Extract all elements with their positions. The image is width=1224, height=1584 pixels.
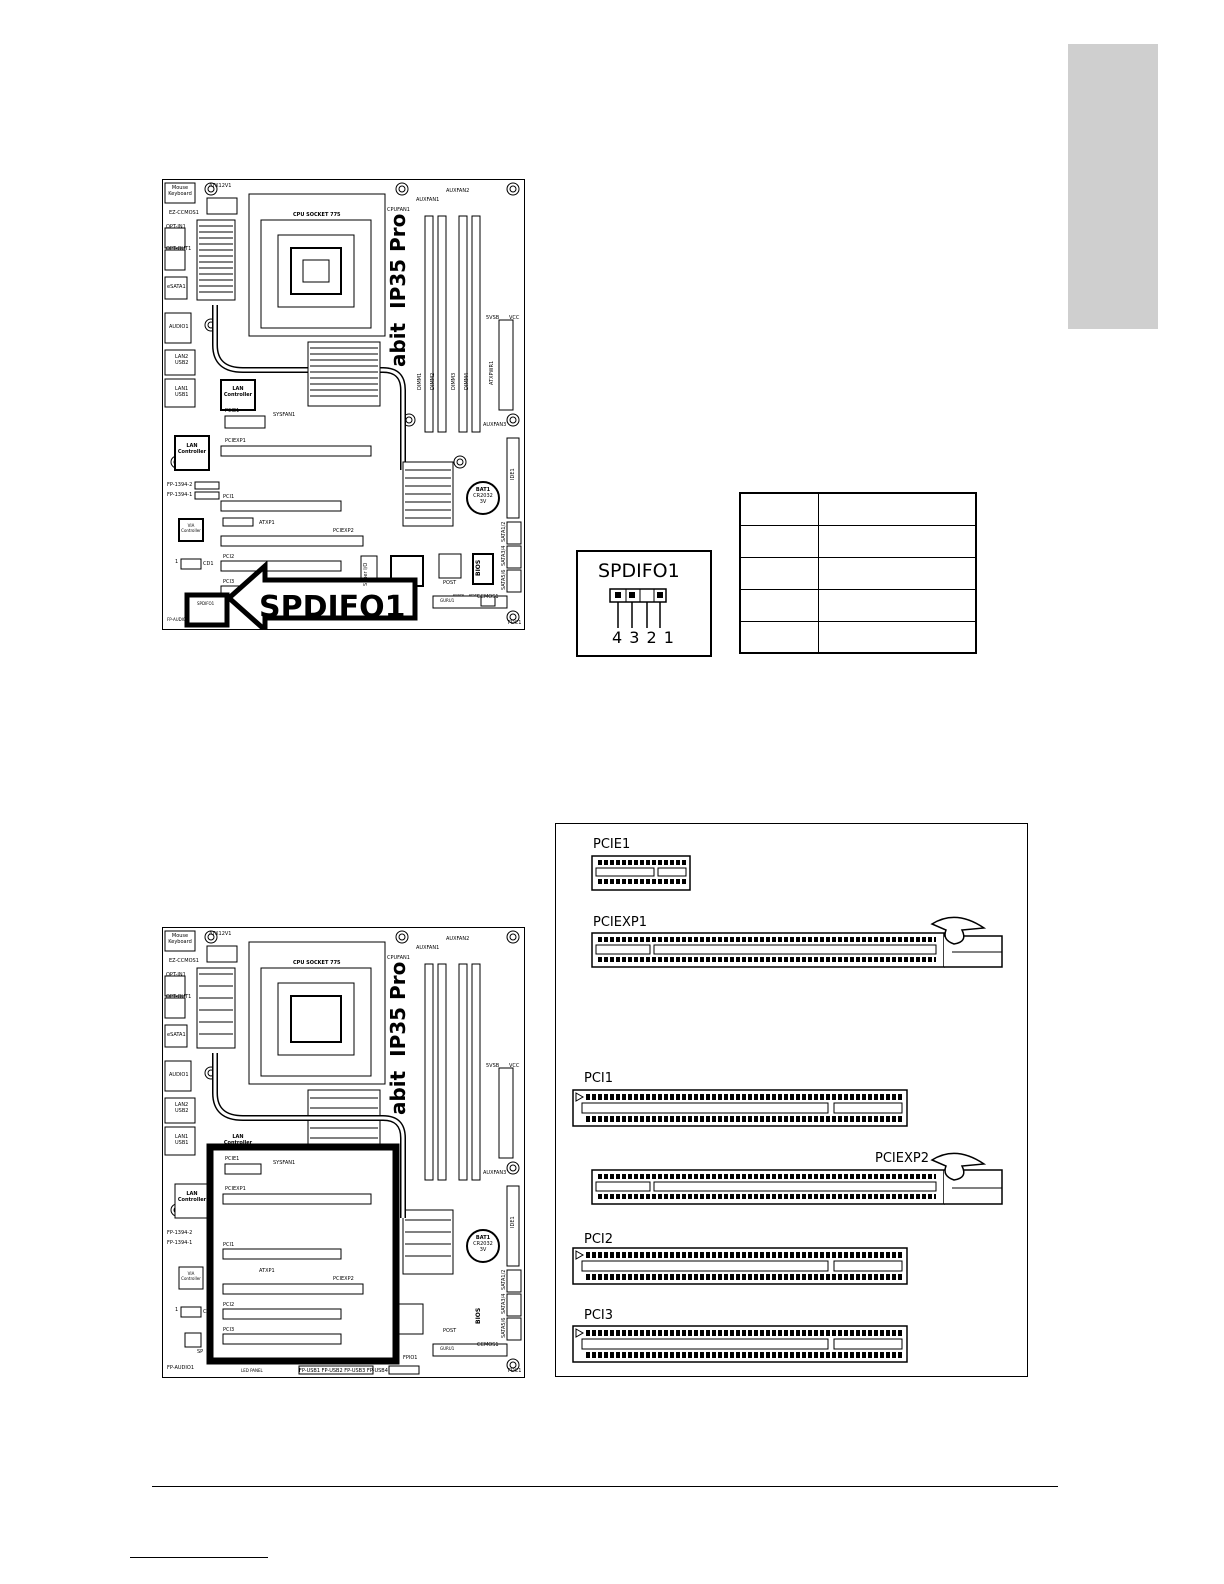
esata-label: eSATA1	[167, 284, 186, 290]
battery-label-2	[472, 1235, 494, 1253]
atxpwr-label: ATXPWR1	[489, 360, 495, 385]
fpusb-label: FP-USB1 FP-USB2 FP-USB3 FP-USB4	[299, 1368, 388, 1374]
guru-label: GURU1	[440, 598, 455, 603]
vcc-label: VCC	[509, 315, 520, 321]
lan1-label: LAN1	[175, 386, 189, 392]
brand-label: abit IP35 Pro	[386, 213, 410, 367]
table-cell	[740, 493, 819, 525]
motherboard-diagram-top	[162, 179, 525, 630]
lan-controller-label-b2	[222, 1134, 254, 1146]
mouse-label-2: Mouse	[171, 933, 189, 939]
pci2-slot	[573, 1248, 907, 1284]
table-cell	[819, 493, 977, 525]
cpufan-label: CPUFAN1	[387, 207, 410, 213]
lan-controller-label-b2b	[176, 1191, 208, 1203]
dimm1-label: DIMM1	[417, 372, 423, 390]
table-row	[740, 525, 976, 557]
auxfan1-label: AUXFAN1	[416, 197, 440, 203]
optout-label: OPT-OUT1	[166, 246, 192, 252]
sata56-label: SATA5/6	[501, 569, 507, 590]
usb2-label: USB2	[175, 360, 189, 366]
auxfan3-label: AUXFAN3	[483, 422, 507, 428]
footer-rule	[152, 1486, 1058, 1487]
pci3-slot-label: PCI3	[584, 1308, 614, 1323]
auxfan1-label-2: AUXFAN1	[416, 945, 440, 951]
cr2032-label-2: CR2032	[473, 1241, 493, 1247]
optin-label-2: OPT-IN1	[166, 972, 186, 978]
pin-header-drawing	[608, 588, 672, 630]
ide1-label-2: IDE1	[510, 1216, 516, 1228]
mouse-label: Mouse	[171, 185, 189, 191]
lan2-usb2-label	[175, 354, 188, 366]
via-controller-text: Controller	[181, 528, 201, 533]
auxfan2-label: AUXFAN2	[446, 188, 470, 194]
3v-label: 3V	[479, 499, 487, 505]
ledpanel-label: LED PANEL	[241, 1368, 263, 1373]
pcie1-slot-label: PCIE1	[593, 837, 631, 852]
mouse-keyboard-label-2	[166, 933, 194, 945]
lan2-usb2-label-2	[175, 1102, 188, 1114]
via-controller-label	[179, 523, 203, 533]
auxfan2-label-2: AUXFAN2	[446, 936, 470, 942]
table-cell	[740, 589, 819, 621]
pci3-label: PCI3	[223, 579, 235, 585]
atx12v-label-2: ATX12V1	[209, 931, 232, 937]
via-label-2: VIA	[187, 1271, 195, 1276]
ide1-label: IDE1	[510, 468, 516, 480]
expansion-slots-diagram	[555, 823, 1028, 1377]
audio-label-2: AUDIO1	[169, 1072, 189, 1078]
table-cell	[819, 525, 977, 557]
pci1-slot	[573, 1090, 907, 1126]
motherboard-layout-drawing-2	[163, 928, 524, 1377]
lan2-label: LAN2	[175, 354, 189, 360]
table-cell	[740, 557, 819, 589]
atx12v-label: ATX12V1	[209, 183, 232, 189]
controller-label-b2b: Controller	[177, 1197, 207, 1203]
fpio-label: FPIO1	[403, 1355, 418, 1361]
ccmos-label-2: CCMOS1	[477, 1342, 499, 1348]
pciexp1-label: PCIEXP1	[225, 438, 246, 444]
cd1-label-2: CD1	[203, 1309, 214, 1315]
lan-ctrl-label-b2: LAN	[232, 1134, 244, 1140]
table-cell	[740, 621, 819, 653]
one-label: 1	[175, 559, 179, 565]
bios-label-2: BIOS	[475, 1307, 482, 1324]
table-row	[740, 589, 976, 621]
pci1-label: PCI1	[223, 494, 235, 500]
cd1-label: CD1	[203, 561, 214, 567]
optout-label-2: OPT-OUT1	[166, 994, 192, 1000]
ezcmos-label-2: EZ-CCMOS1	[169, 958, 199, 964]
pciexp2-slot-label: PCIEXP2	[875, 1151, 929, 1166]
power-label: POWER	[453, 593, 465, 597]
atxp1-label-2: ATXP1	[259, 1268, 275, 1274]
lan2-label-2: LAN2	[175, 1102, 189, 1108]
pcie1-label: PCIE1	[225, 408, 240, 414]
post-label-2: POST	[443, 1328, 457, 1334]
spdifo-small-label: SPDIFO1	[197, 601, 215, 606]
usb2-label-2: USB2	[175, 1108, 189, 1114]
lan-ctrl-label-b2b: LAN	[186, 1191, 198, 1197]
sata56-label-2: SATA5/6	[501, 1317, 507, 1338]
motherboard-layout-drawing	[163, 180, 524, 629]
dimm2-label: DIMM2	[430, 372, 436, 390]
fp1394-1-label: FP-1394-1	[167, 492, 193, 498]
pciexp1-slot	[592, 917, 1002, 967]
controller-label: Controller	[223, 392, 253, 398]
via-controller-text-2: Controller	[181, 1276, 201, 1281]
lan-controller-label	[222, 386, 254, 398]
fp1394-2-label: FP-1394-2	[167, 482, 193, 488]
spdifo-callout-text: SPDIFO1	[259, 590, 406, 625]
bat1-label: BAT1	[475, 487, 491, 493]
post-label: POST	[443, 580, 457, 586]
lan1-label-2: LAN1	[175, 1134, 189, 1140]
dimm3-label: DIMM3	[451, 372, 457, 390]
cpufan-label-2: CPUFAN1	[387, 955, 410, 961]
dimm4-label: DIMM4	[464, 372, 470, 390]
sp-label: SP	[197, 1349, 204, 1355]
pcie1-label-2: PCIE1	[225, 1156, 240, 1162]
pci1-slot-label: PCI1	[584, 1071, 614, 1086]
keyboard-label-2: Keyboard	[168, 939, 192, 945]
pin-assignment-table	[739, 492, 977, 654]
via-label: VIA	[187, 523, 195, 528]
pci3-label-2: PCI3	[223, 1327, 235, 1333]
ezcmos-label: EZ-CCMOS1	[169, 210, 199, 216]
lan-label: LAN	[232, 386, 244, 392]
sysfan-label-2: SYSFAN1	[273, 1160, 296, 1166]
audio-label: AUDIO1	[169, 324, 189, 330]
lan1-usb1-label	[175, 386, 188, 398]
fp1394-1-label-2: FP-1394-1	[167, 1240, 193, 1246]
table-row	[740, 557, 976, 589]
5vsb-label: 5VSB	[486, 315, 500, 321]
sata12-label: SATA1/2	[501, 521, 507, 542]
fdc-label-2: FDC1	[508, 1368, 522, 1374]
table-cell	[819, 589, 977, 621]
sysfan-label: SYSFAN1	[273, 412, 296, 418]
fpaudio-label-2: FP-AUDIO1	[167, 1365, 194, 1371]
esata-label-2: eSATA1	[167, 1032, 186, 1038]
pci2-label-2: PCI2	[223, 1302, 235, 1308]
pci2-slot-label: PCI2	[584, 1232, 614, 1247]
pcie1-slot	[592, 856, 690, 890]
section-tab	[1068, 44, 1158, 329]
pciexp2-label-2: PCIEXP2	[333, 1276, 354, 1282]
sata12-label-2: SATA1/2	[501, 1269, 507, 1290]
battery-label	[472, 487, 494, 505]
usb1-label: USB1	[175, 392, 189, 398]
spdifo1-pin-diagram	[576, 550, 712, 657]
cpu-socket-label: CPU SOCKET 775	[293, 212, 341, 218]
brand-label-2: abit IP35 Pro	[386, 961, 410, 1115]
table-row	[740, 621, 976, 653]
pciexp2-slot	[592, 1153, 1002, 1204]
motherboard-diagram-bottom	[162, 927, 525, 1378]
pciexp1-label-2: PCIEXP1	[225, 1186, 246, 1192]
keyboard-label: Keyboard	[168, 191, 192, 197]
mouse-keyboard-label	[166, 185, 194, 197]
pci1-label-2: PCI1	[223, 1242, 235, 1248]
table-cell	[740, 525, 819, 557]
footer-link-underline	[130, 1557, 268, 1558]
vcc-label-2: VCC	[509, 1063, 520, 1069]
guru-label-2: GURU1	[440, 1346, 455, 1351]
cpu-socket-label-2: CPU SOCKET 775	[293, 960, 341, 966]
pciexp1-slot-label: PCIEXP1	[593, 915, 647, 930]
pci3-slot	[573, 1326, 907, 1362]
via-controller-label-2	[179, 1271, 203, 1281]
slots-drawing	[556, 824, 1027, 1376]
pciexp2-label: PCIEXP2	[333, 528, 354, 534]
auxfan3-label-2: AUXFAN3	[483, 1170, 507, 1176]
cr2032-label: CR2032	[473, 493, 493, 499]
bat1-label-2: BAT1	[475, 1235, 491, 1241]
fpaudio-label: FP-AUDIO1	[167, 617, 189, 622]
3v-label-2: 3V	[479, 1247, 487, 1253]
optin-label: OPT-IN1	[166, 224, 186, 230]
lan-controller2-label	[176, 443, 208, 455]
table-cell	[819, 557, 977, 589]
table-cell	[819, 621, 977, 653]
sata34-label-2: SATA3/4	[501, 1293, 507, 1314]
bios-label: BIOS	[475, 559, 482, 576]
pin-numbers: 4 3 2 1	[612, 628, 675, 647]
ccmos-label: CCMOS1	[477, 594, 499, 600]
lan2-ctrl-label: LAN	[186, 443, 198, 449]
pci2-label: PCI2	[223, 554, 235, 560]
reset-label: RESET	[469, 593, 479, 597]
table-row	[740, 493, 976, 525]
one-label-2: 1	[175, 1307, 179, 1313]
controller-label-b2: Controller	[223, 1140, 253, 1146]
usb1-label-2: USB1	[175, 1140, 189, 1146]
pin-diagram-title: SPDIFO1	[598, 560, 680, 582]
fp1394-2-label-2: FP-1394-2	[167, 1230, 193, 1236]
lan1-usb1-label-2	[175, 1134, 188, 1146]
atxp1-label: ATXP1	[259, 520, 275, 526]
fdc-label: FDC1	[508, 620, 522, 626]
sata34-label: SATA3/4	[501, 545, 507, 566]
controller3-label: Controller	[177, 449, 207, 455]
5vsb-label-2: 5VSB	[486, 1063, 500, 1069]
super-io-label: Super I/O	[363, 562, 369, 586]
